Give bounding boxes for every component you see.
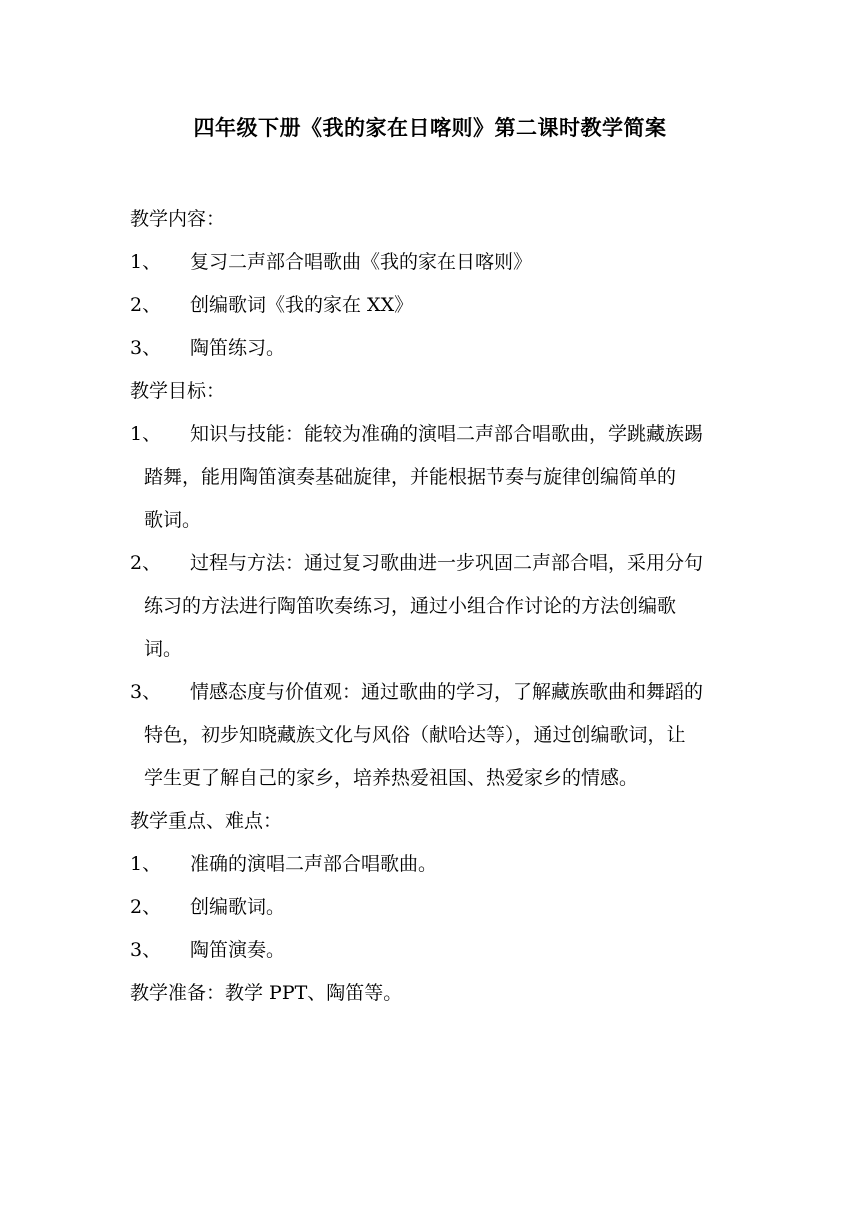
content-item-2 — [130, 284, 730, 327]
key-point-item-3 — [130, 929, 730, 972]
goal-item-3 — [130, 671, 730, 800]
item-text-line: 过程与方法：通过复习歌曲进一步巩固二声部合唱，采用分句 — [190, 552, 704, 574]
key-point-item-1 — [130, 843, 730, 886]
item-text-line: 词。 — [144, 638, 183, 660]
item-number: 1、 — [130, 251, 162, 273]
item-number: 1、 — [130, 853, 162, 875]
item-text-line: 歌词。 — [144, 509, 202, 531]
content-item-1 — [130, 241, 730, 284]
goal-item-2 — [130, 542, 730, 671]
item-text-line: 练习的方法进行陶笛吹奏练习，通过小组合作讨论的方法创编歌 — [144, 595, 677, 617]
item-text: 陶笛演奏。 — [190, 939, 286, 961]
item-text-line: 学生更了解自己的家乡，培养热爱祖国、热爱家乡的情感。 — [144, 767, 639, 789]
section-heading-goals: 教学目标： — [130, 380, 226, 402]
item-number: 1、 — [130, 423, 162, 445]
item-text: 复习二声部合唱歌曲《我的家在日喀则》 — [190, 251, 533, 273]
section-preparation: 教学准备：教学 PPT、陶笛等。 — [130, 982, 403, 1004]
document-body — [130, 198, 730, 1015]
item-text: 创编歌词《我的家在 XX》 — [190, 294, 414, 316]
item-text: 准确的演唱二声部合唱歌曲。 — [190, 853, 438, 875]
document-title: 四年级下册《我的家在日喀则》第二课时教学简案 — [193, 115, 667, 140]
item-number: 2、 — [130, 294, 162, 316]
goal-item-1 — [130, 413, 730, 542]
item-number: 2、 — [130, 552, 162, 574]
item-number: 3、 — [130, 337, 162, 359]
item-text: 创编歌词。 — [190, 896, 286, 918]
item-text-line: 知识与技能：能较为准确的演唱二声部合唱歌曲，学跳藏族踢 — [190, 423, 704, 445]
item-text-line: 情感态度与价值观：通过歌曲的学习，了解藏族歌曲和舞蹈的 — [190, 681, 704, 703]
item-number: 2、 — [130, 896, 162, 918]
content-item-3 — [130, 327, 730, 370]
item-number: 3、 — [130, 681, 162, 703]
section-heading-key-points: 教学重点、难点： — [130, 810, 283, 832]
item-text-line: 特色，初步知晓藏族文化与风俗（献哈达等），通过创编歌词，让 — [144, 724, 686, 746]
section-heading-content: 教学内容： — [130, 208, 226, 230]
key-point-item-2 — [130, 886, 730, 929]
item-number: 3、 — [130, 939, 162, 961]
item-text-line: 踏舞，能用陶笛演奏基础旋律，并能根据节奏与旋律创编简单的 — [144, 466, 677, 488]
item-text: 陶笛练习。 — [190, 337, 286, 359]
